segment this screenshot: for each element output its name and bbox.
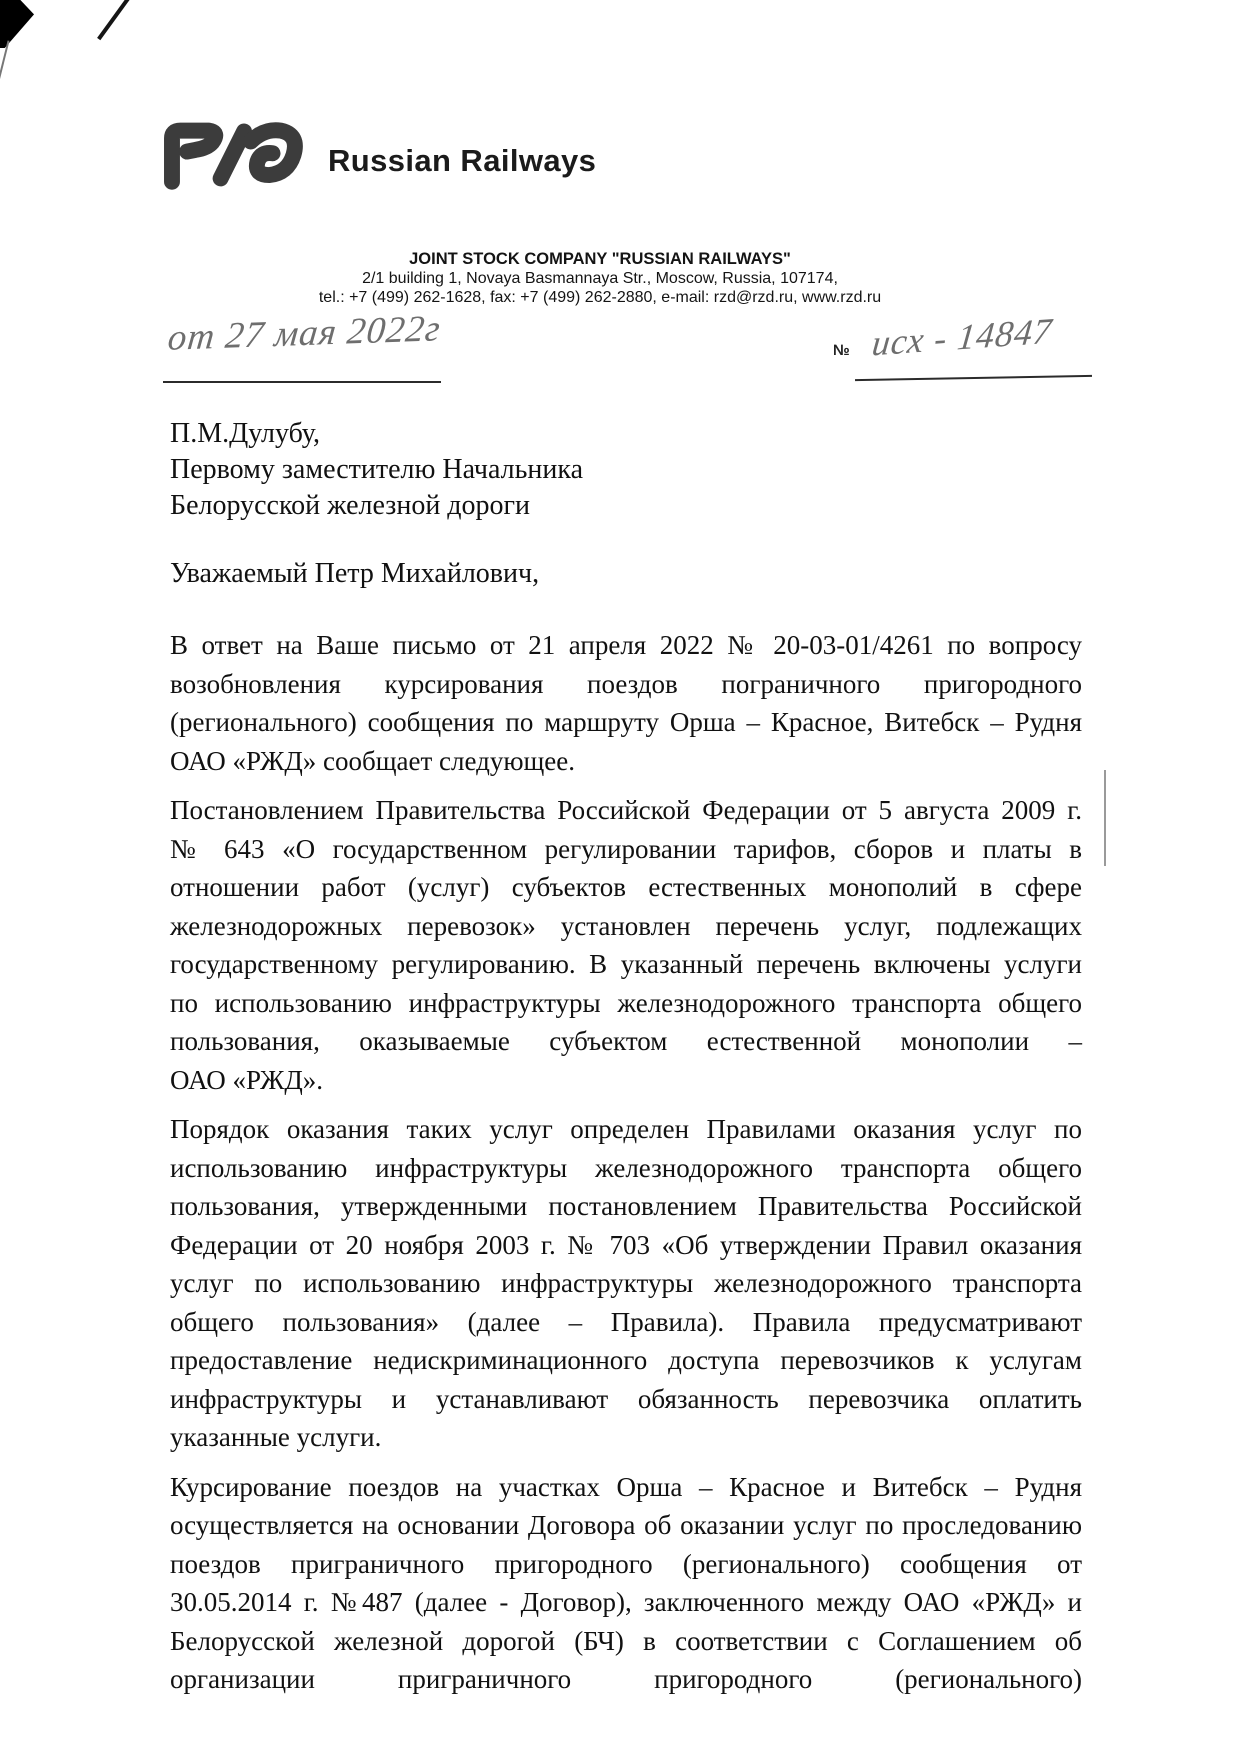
paragraph-3: [170, 1110, 1082, 1457]
logo-wordmark: Russian Railways: [328, 143, 597, 178]
scan-artifact-right-crease: [1104, 770, 1106, 866]
body-line: по использованию инфраструктуры железнодорожного транспорта общего: [170, 987, 1082, 1018]
number-underline: [855, 375, 1092, 381]
handwritten-outgoing-number: исх - 14847: [870, 310, 1055, 364]
body-line: (регионального) сообщения по маршруту Орша – Красное, Витебск – Рудня: [170, 707, 1082, 737]
paragraph-2: [170, 791, 1082, 1099]
paragraph-1: [170, 626, 1082, 780]
recipient-organization: Белорусской железной дороги: [170, 490, 531, 521]
body-line: 30.05.2014 г. №487 (далее - Договор), заключенного между ОАО «РЖД» и: [170, 1587, 1082, 1617]
body-line: услуг по использованию инфраструктуры железнодорожного транспорта: [170, 1268, 1082, 1298]
handwritten-date: от 27 мая 2022г: [165, 308, 443, 359]
body-line: Постановлением Правительства Российской Федерации от 5 августа 2009 г.: [170, 795, 1082, 825]
body-line: использованию инфраструктуры железнодорожного транспорта общего: [170, 1152, 1082, 1183]
body-line: предоставление недискриминационного доступа перевозчиков к услугам: [170, 1345, 1082, 1375]
body-line: общего пользования» (далее – Правила). Правила предусматривают: [170, 1306, 1082, 1337]
body-line: В ответ на Ваше письмо от 21 апреля 2022 № 20-03-01/4261 по вопросу: [170, 630, 1082, 660]
body-line: организации приграничного пригородного (регионального): [170, 1664, 1082, 1694]
company-address: 2/1 building 1, Novaya Basmannaya Str., Moscow, Russia, 107174,: [362, 270, 838, 287]
recipient-title: Первому заместителю Начальника: [170, 454, 583, 485]
salutation: Уважаемый Петр Михайлович,: [170, 558, 540, 589]
body-line: осуществляется на основании Договора об оказании услуг по проследованию: [170, 1510, 1082, 1540]
body-line: Порядок оказания таких услуг определен Правилами оказания услуг по: [170, 1114, 1082, 1144]
paragraph-4: [170, 1468, 1082, 1699]
letterhead-logo-row: [150, 108, 596, 196]
company-contacts: tel.: +7 (499) 262-1628, fax: +7 (499) 262-2880, e-mail: rzd@rzd.ru, www.rzd.ru: [318, 289, 882, 306]
company-name: JOINT STOCK COMPANY "RUSSIAN RAILWAYS": [409, 250, 791, 268]
recipient-block: [170, 416, 583, 524]
recipient-name: П.М.Дулубу,: [170, 418, 320, 449]
scan-artifact-corner-mark: [0, 0, 34, 48]
date-underline: [163, 381, 441, 383]
body-line: государственному регулированию. В указанный перечень включены услуги: [170, 949, 1082, 979]
body-line: поездов приграничного пригородного (регионального) сообщения от: [170, 1548, 1082, 1579]
body-line: инфраструктуры и устанавливают обязанность перевозчика оплатить: [170, 1383, 1082, 1414]
body-line: № 643 «О государственном регулировании тарифов, сборов и платы в: [170, 833, 1082, 864]
body-line: ОАО «РЖД» сообщает следующее.: [170, 745, 576, 776]
number-label: №: [833, 342, 850, 359]
body-line: железнодорожных перевозок» установлен перечень услуг, подлежащих: [170, 910, 1082, 941]
body-line: указанные услуги.: [170, 1422, 382, 1452]
body-line: отношении работ (услуг) субъектов естественных монополий в сфере: [170, 872, 1082, 902]
letterhead-address-block: [300, 250, 900, 307]
body-line: Курсирование поездов на участках Орша – Красное и Витебск – Рудня: [170, 1471, 1082, 1502]
body-line: возобновления курсирования поездов пограничного пригородного: [170, 668, 1082, 699]
body-line: пользования, утвержденными постановлением Правительства Российской: [170, 1191, 1082, 1221]
body-line: пользования, оказываемые субъектом естественной монополии –: [170, 1026, 1082, 1056]
body-line: Федерации от 20 ноября 2003 г. № 703 «Об утверждении Правил оказания: [170, 1229, 1082, 1260]
letter-body: [170, 626, 1082, 1710]
body-line: ОАО «РЖД».: [170, 1064, 323, 1095]
body-line: Белорусской железной дорогой (БЧ) в соответствии с Соглашением об: [170, 1625, 1082, 1656]
rzd-logo-icon: [150, 108, 318, 196]
scan-artifact-diagonal-line: [97, 0, 131, 40]
